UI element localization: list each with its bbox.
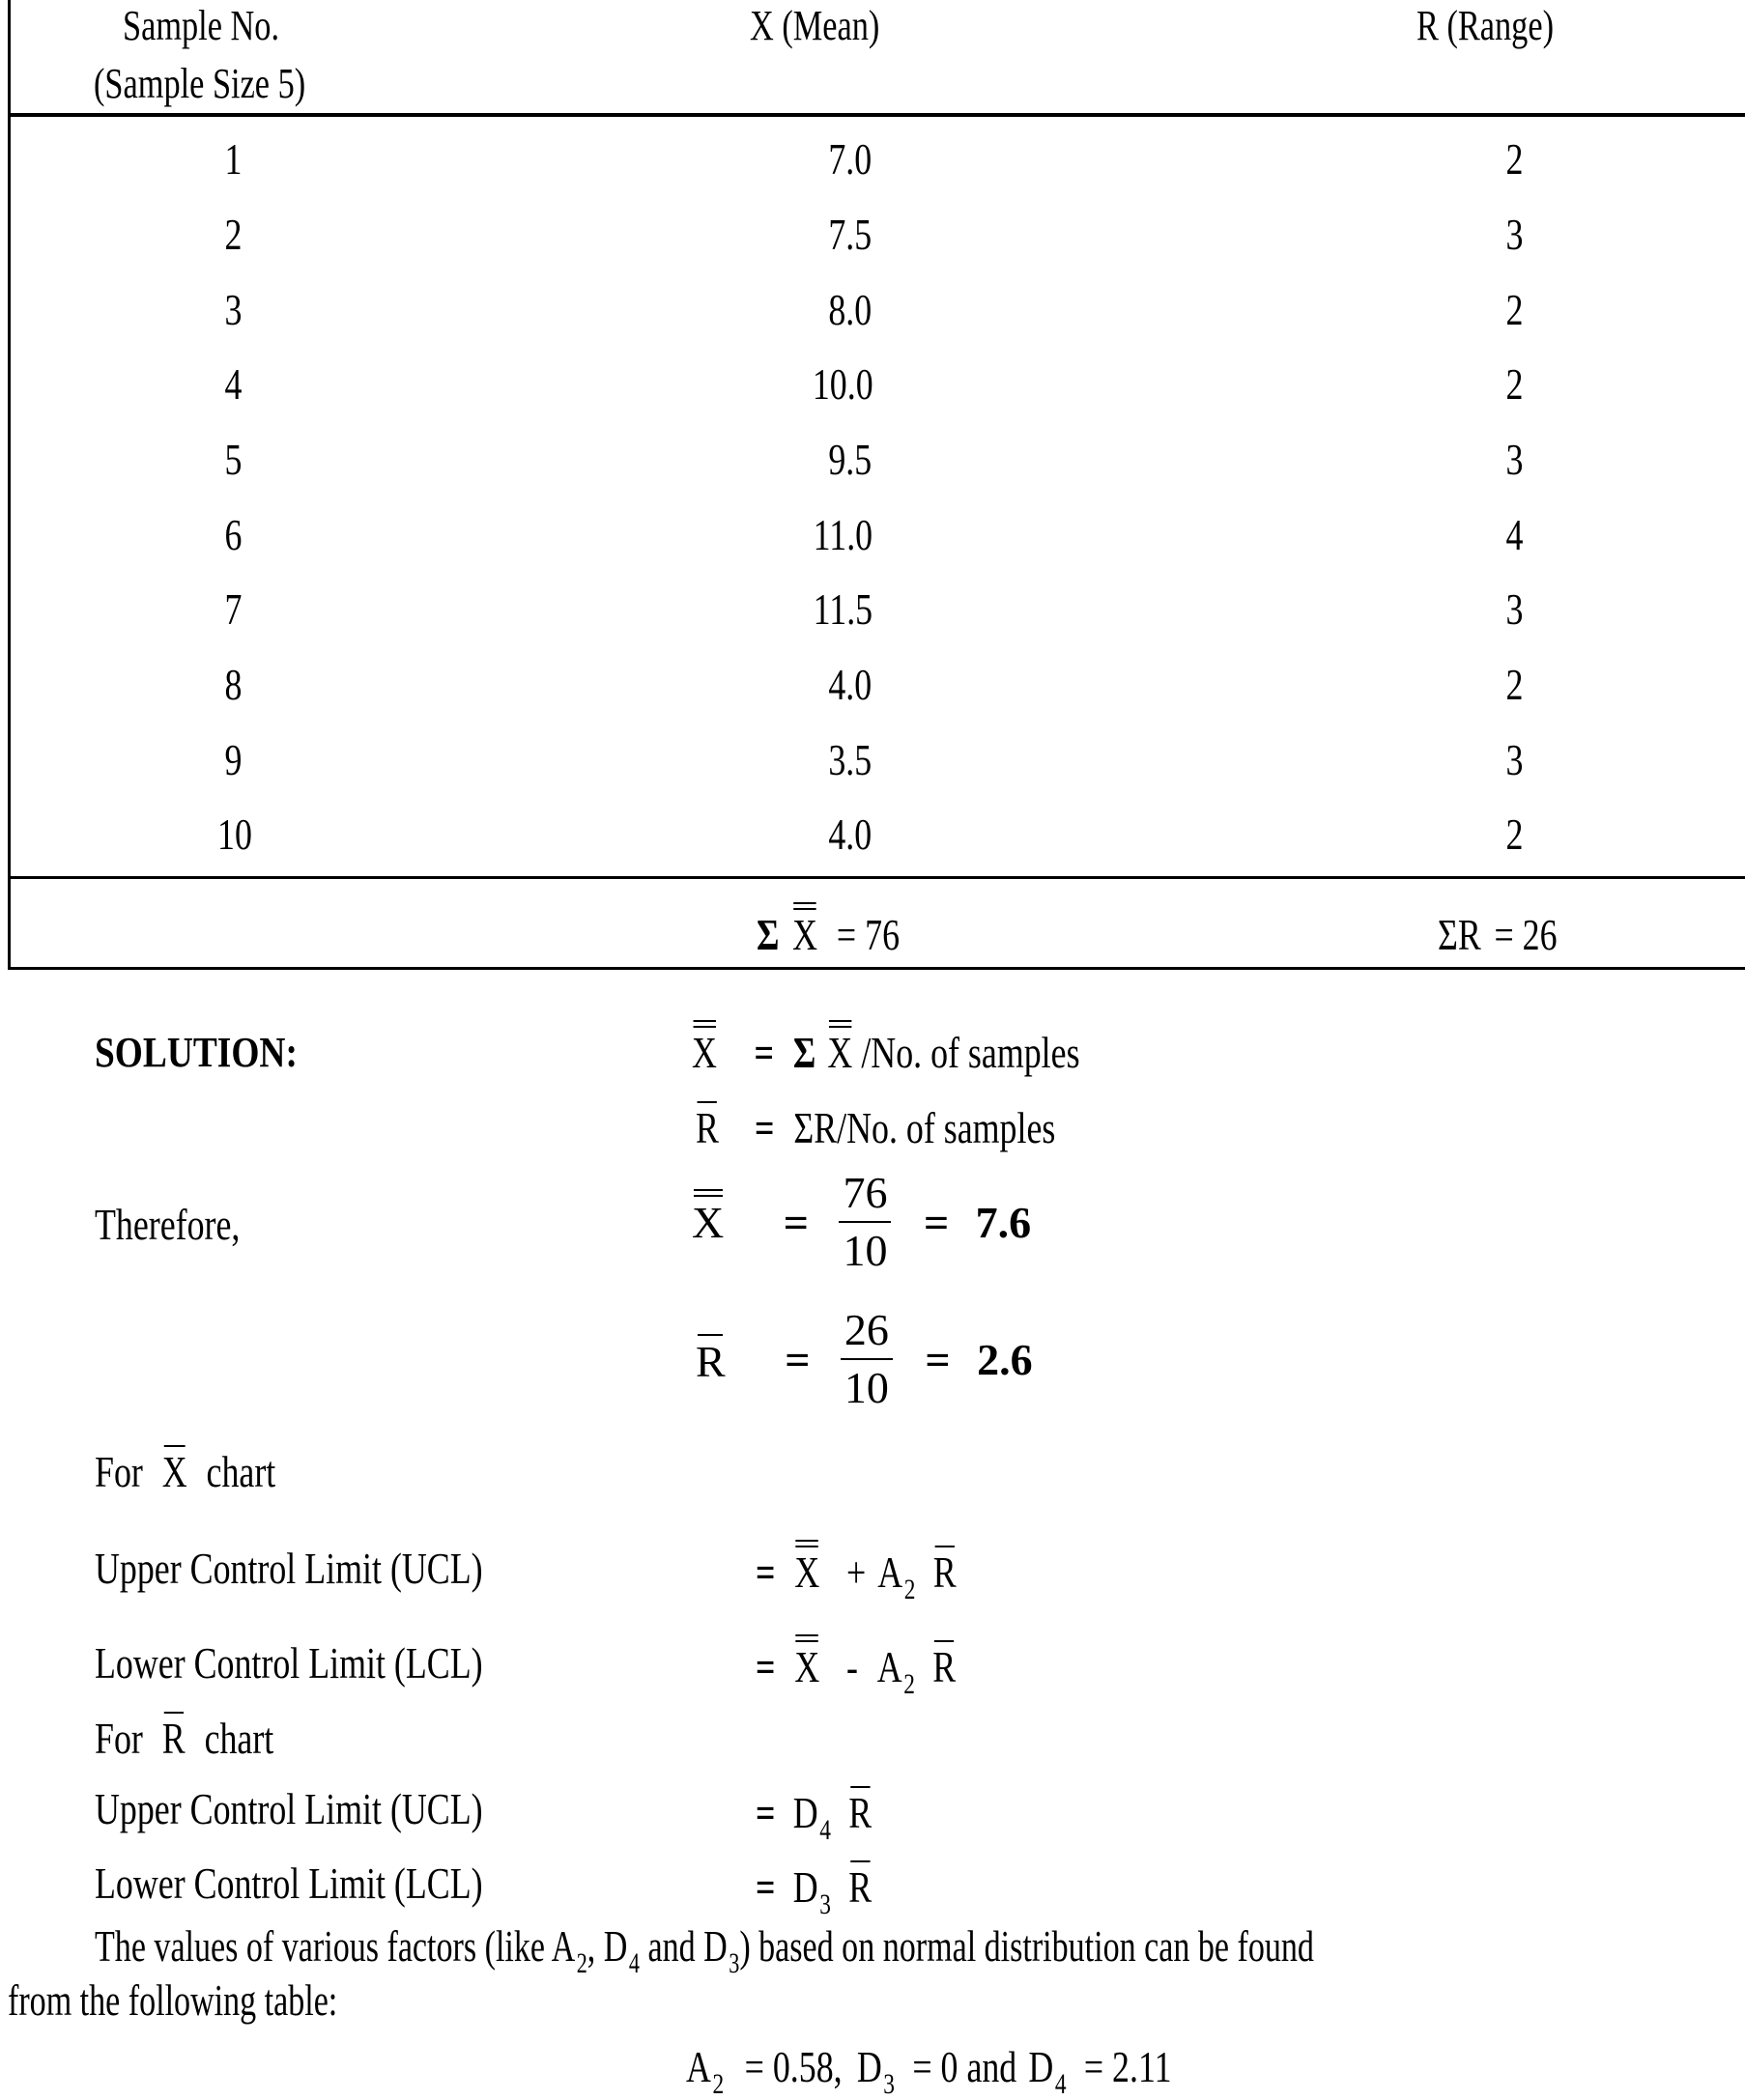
paragraph-line-1: The values of various factors (like $A_2$, $D_4$ and $D_3$) based on normal distribution can be found <box>95 1921 1314 1979</box>
rbar-lcl-formula: = $D_3$ R <box>756 1859 904 1918</box>
totals-divider <box>8 967 1745 970</box>
header-sample-size: (Sample Size 5) <box>94 60 306 107</box>
factors-line: $A_2 = 0.58$, $D_3 = 0$ and $D_4 = 2.11$ <box>686 2042 1172 2100</box>
cell-range: 2 <box>1505 134 1523 184</box>
rbar-chart-heading: For R chart <box>95 1710 325 1764</box>
cell-range: 2 <box>1505 809 1523 859</box>
sigma-icon: Σ <box>757 910 780 959</box>
r-bar-symbol: R <box>848 1859 872 1913</box>
cell-sample: 2 <box>224 210 242 259</box>
x-double-bar-symbol: X <box>792 910 818 959</box>
cell-sample: 3 <box>224 285 242 334</box>
cell-mean: 7.0 <box>828 134 872 184</box>
cell-mean: 10.0 <box>812 359 873 409</box>
calc-xbar: X = $\frac{76}{10}$ = 7.6 <box>692 1165 1031 1279</box>
cell-range: 4 <box>1505 510 1523 559</box>
header-sample-no: Sample No. <box>123 2 280 49</box>
x-double-bar-symbol: X <box>692 1197 725 1247</box>
xbar-chart-heading: For X chart <box>95 1443 327 1497</box>
cell-range: 2 <box>1505 660 1523 709</box>
r-bar-symbol: R <box>848 1784 872 1838</box>
cell-mean: 11.0 <box>813 510 872 559</box>
xbar-ucl-formula: = $X + A_2$ R <box>756 1544 1013 1603</box>
cell-mean: 4.0 <box>828 660 872 709</box>
cell-sample: 5 <box>224 435 242 484</box>
r-bar-symbol: R <box>933 1544 957 1598</box>
r-bar-symbol: R <box>162 1710 186 1764</box>
cell-range: 3 <box>1505 210 1523 259</box>
rbar-ucl-label: Upper Control Limit (UCL) <box>95 1784 483 1833</box>
xbar-lcl-label: Lower Control Limit (LCL) <box>95 1638 483 1688</box>
table-left-border <box>8 0 11 969</box>
cell-mean: 4.0 <box>828 809 872 859</box>
rbar-ucl-formula: = $D_4$ R <box>756 1784 904 1844</box>
r-bar-symbol: R <box>932 1638 956 1692</box>
cell-sample: 4 <box>224 359 242 409</box>
data-divider <box>8 876 1745 879</box>
cell-range: 3 <box>1505 735 1523 784</box>
rbar-lcl-label: Lower Control Limit (LCL) <box>95 1859 483 1908</box>
calc-rbar: R = $\frac{26}{10}$ = 2.6 <box>696 1302 1033 1416</box>
cell-range: 3 <box>1505 435 1523 484</box>
cell-mean: 9.5 <box>828 435 872 484</box>
header-range: R (Range) <box>1416 2 1555 49</box>
xbar-result: 7.6 <box>975 1197 1032 1247</box>
xbar-ucl-label: Upper Control Limit (UCL) <box>95 1544 483 1593</box>
sum-x-total: Σ X = 76 <box>757 910 901 959</box>
fraction: $\frac{26}{10}$ <box>841 1302 893 1416</box>
fraction: $\frac{76}{10}$ <box>839 1165 891 1279</box>
header-divider <box>8 113 1745 117</box>
xbar-lcl-formula: = X - $A_2$ R <box>756 1638 1013 1698</box>
solution-heading: SOLUTION: <box>95 1029 298 1076</box>
x-double-bar-symbol: X <box>692 1028 717 1077</box>
cell-sample: 1 <box>224 134 242 184</box>
x-double-bar-symbol: X <box>794 1547 820 1597</box>
cell-range: 2 <box>1505 359 1523 409</box>
cell-sample: 10 <box>217 809 252 859</box>
cell-mean: 11.5 <box>813 584 872 634</box>
therefore-label: Therefore, <box>95 1200 241 1249</box>
r-bar-symbol: R <box>696 1332 726 1387</box>
sum-r-total: ΣR = 26 <box>1438 910 1558 959</box>
cell-mean: 7.5 <box>828 210 872 259</box>
cell-sample: 9 <box>224 735 242 784</box>
cell-range: 2 <box>1505 285 1523 334</box>
cell-sample: 7 <box>224 584 242 634</box>
cell-mean: 8.0 <box>828 285 872 334</box>
rbar-result: 2.6 <box>977 1334 1033 1384</box>
cell-sample: 6 <box>224 510 242 559</box>
x-bar-symbol: X <box>162 1443 187 1497</box>
cell-range: 3 <box>1505 584 1523 634</box>
paragraph-line-2: from the following table: <box>8 1975 338 2025</box>
x-double-bar-symbol: X <box>794 1642 820 1691</box>
r-bar-symbol: R <box>696 1099 719 1153</box>
formula-xbar: X = Σ X /No. of samples <box>692 1028 1080 1077</box>
header-mean: X (Mean) <box>750 2 880 49</box>
cell-mean: 3.5 <box>828 735 872 784</box>
x-double-bar-symbol: X <box>827 1028 853 1077</box>
sigma-icon: Σ <box>792 1028 816 1077</box>
formula-rbar: R = ΣR/No. of samples <box>696 1099 1157 1153</box>
cell-sample: 8 <box>224 660 242 709</box>
